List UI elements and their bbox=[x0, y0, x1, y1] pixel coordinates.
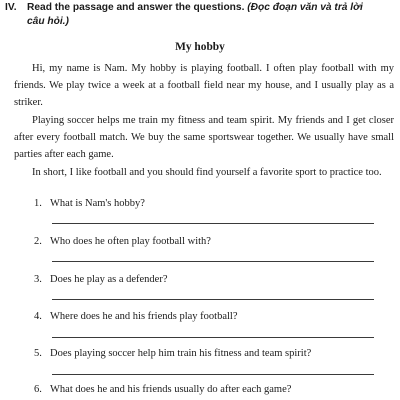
question-4 bbox=[34, 310, 394, 324]
question-text: What does he and his friends usually do after each game? bbox=[50, 384, 292, 395]
passage-paragraph-2: Playing soccer helps me train my fitness and team spirit. My friends and I get closer after every football match. We buy the same sportswear together. We usually have small parties after each game. bbox=[14, 115, 394, 160]
answer-line-4[interactable] bbox=[52, 337, 374, 338]
question-2 bbox=[34, 235, 394, 249]
passage-title: My hobby bbox=[175, 41, 225, 53]
answer-line-3[interactable] bbox=[52, 299, 374, 300]
question-number: 5. bbox=[34, 348, 42, 359]
answer-line-5[interactable] bbox=[52, 374, 374, 375]
question-text: Where does he and his friends play football? bbox=[50, 311, 238, 322]
question-1 bbox=[34, 197, 394, 211]
question-text: Does playing soccer help him train his fitness and team spirit? bbox=[50, 348, 312, 359]
question-text: Who does he often play football with? bbox=[50, 236, 211, 247]
answer-line-1[interactable] bbox=[52, 223, 374, 224]
passage-paragraph-1: Hi, my name is Nam. My hobby is playing football. I often play football with my friends. We play twice a week at a football field near my house, and I usually play as a striker. bbox=[14, 63, 394, 108]
exercise-hint-line-1: (Đọc đoạn văn và trả lời bbox=[247, 2, 363, 13]
question-number: 2. bbox=[34, 236, 42, 247]
exercise-instruction: Read the passage and answer the questions. bbox=[27, 2, 245, 13]
exercise-hint-line-2: câu hỏi.) bbox=[27, 15, 69, 27]
question-number: 3. bbox=[34, 274, 42, 285]
question-number: 6. bbox=[34, 384, 42, 395]
question-5 bbox=[34, 347, 394, 361]
question-number: 4. bbox=[34, 311, 42, 322]
passage-paragraph-3: In short, I like football and you should find yourself a favorite sport to practice too. bbox=[32, 167, 382, 178]
question-text: What is Nam's hobby? bbox=[50, 198, 145, 209]
question-text: Does he play as a defender? bbox=[50, 274, 168, 285]
exercise-number: IV. bbox=[5, 2, 17, 13]
exercise-heading bbox=[5, 1, 395, 28]
question-6 bbox=[34, 383, 394, 397]
answer-line-2[interactable] bbox=[52, 261, 374, 262]
question-3 bbox=[34, 273, 394, 287]
question-number: 1. bbox=[34, 198, 42, 209]
